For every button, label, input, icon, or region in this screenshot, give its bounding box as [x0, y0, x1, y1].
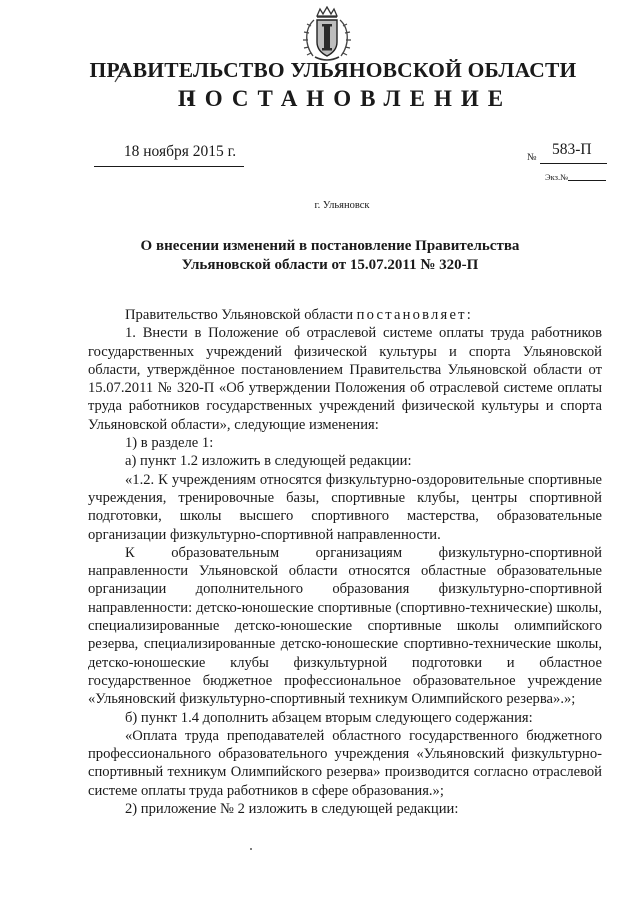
body-paragraph: 2) приложение № 2 изложить в следующей редакции:: [125, 801, 459, 818]
date-underline: [94, 166, 244, 167]
copy-number-label: Экз.№: [545, 172, 569, 182]
document-body: [88, 306, 602, 818]
body-paragraph: «Оплата труда преподавателей областного государственного бюджетного профессионального образовательного учреждения «Ульяновский физкультурно-спортивный техникум Олимпийского резерва» производится согласно отраслевой системе оплаты труда работников в сфере образования.»;: [88, 727, 602, 799]
issuing-city: г. Ульяновск: [314, 200, 370, 211]
number-underline: [540, 163, 607, 164]
document-type-heading: ПОСТАНОВЛЕНИЕ: [177, 86, 513, 111]
body-paragraph: 1. Внести в Положение об отраслевой системе оплаты труда работников государственных учреждений физической культуры и спорта Ульяновской области, утверждённое постановлением Правительства Ульяновской области от 15.07.2011 № 320-П «Об утверждении Положения об отраслевой системе оплаты труда работников государственных учреждений физической культуры и спорта Ульяновской области», следующие изменения:: [88, 325, 602, 433]
body-paragraph: б) пункт 1.4 дополнить абзацем вторым следующего содержания:: [125, 709, 533, 726]
body-paragraph: «1.2. К учреждениям относятся физкультурно-оздоровительные спортивные учреждения, тренировочные базы, спортивные клубы, центры спортивной подготовки, школы высшего спортивного мастерства, образовательные организации физкультурно-спортивной направленности.: [88, 471, 602, 543]
scan-speck: [250, 848, 252, 850]
copy-number-underline: [568, 180, 606, 181]
body-paragraph: 1) в разделе 1:: [125, 435, 214, 452]
government-heading: ПРАВИТЕЛЬСТВО УЛЬЯНОВСКОЙ ОБЛАСТИ: [89, 58, 577, 82]
coat-of-arms-icon: [301, 6, 353, 64]
body-paragraph: К образовательным организациям физкультурно-спортивной направленности Ульяновской области относятся областные образовательные организации дополнительного образования физкультурно-спортивной направленности: детско-юношеские спортивные (спортивно-технические) школы, специализированные детско-юношеские спортивные школы олимпийского резерва, специализированные детско-юношеские спортивно-технические школы, детско-юношеские клубы физкультурной подготовки и областное государственное бюджетное профессиональное образовательное учреждение «Ульяновский физкультурно-спортивный техникум Олимпийского резерва».»;: [88, 544, 602, 708]
body-paragraph: а) пункт 1.2 изложить в следующей редакции:: [125, 453, 412, 470]
document-subject: О внесении изменений в постановление Правительства Ульяновской области от 15.07.2011 № 320-П: [140, 238, 520, 273]
preamble: Правительство Ульяновской области постановляет:: [125, 307, 473, 323]
document-number: 583-П: [552, 141, 592, 158]
document-date: 18 ноября 2015 г.: [123, 143, 237, 160]
number-prefix: №: [527, 152, 537, 163]
